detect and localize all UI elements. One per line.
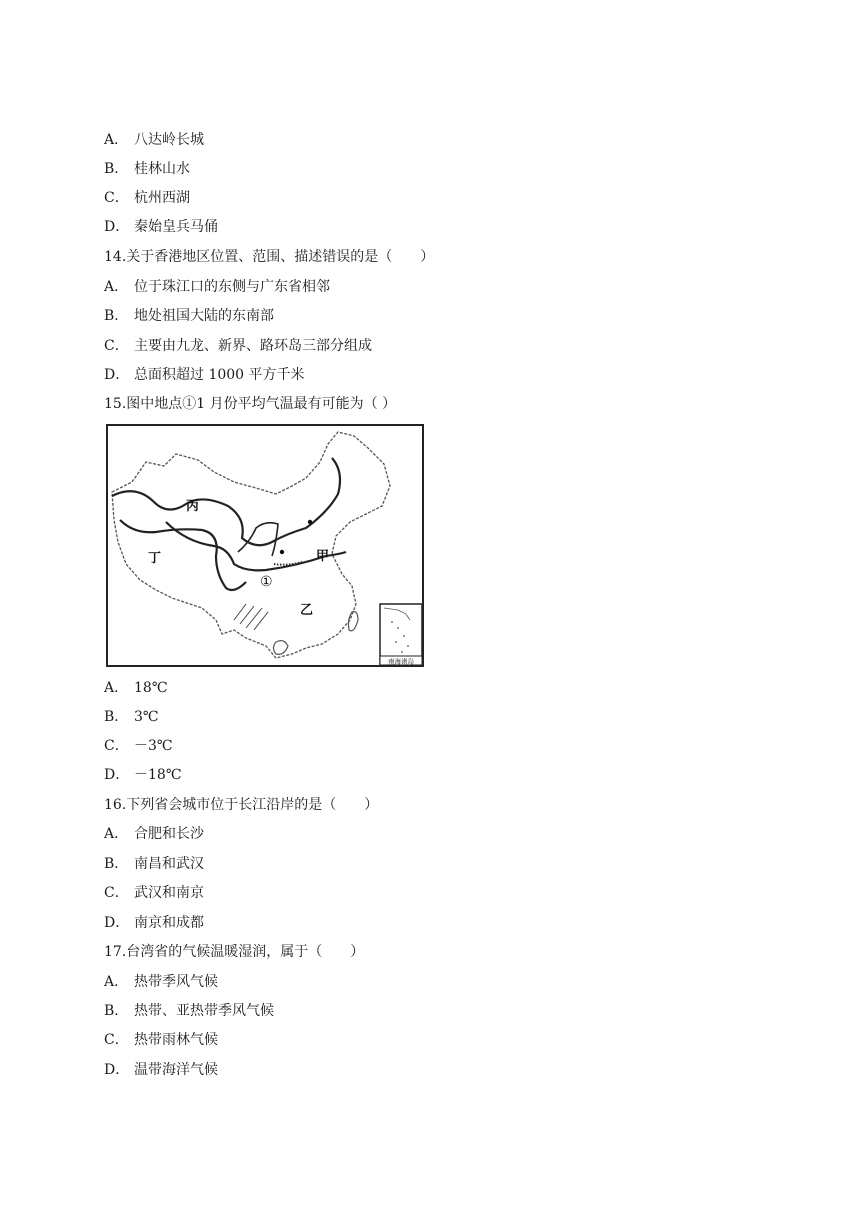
option-text: 八达岭长城 <box>134 132 204 148</box>
option-letter: A． <box>104 974 129 990</box>
point-1-label: ① <box>260 574 273 590</box>
region-label-ding: 丁 <box>148 551 162 566</box>
option-c[interactable] <box>104 189 190 207</box>
option-a[interactable] <box>104 825 204 843</box>
question-17: 17.台湾省的气候温暖湿润，属于（ ） <box>104 944 365 960</box>
option-a[interactable] <box>104 131 204 149</box>
option-text: 18℃ <box>134 680 168 696</box>
option-letter: A． <box>104 680 129 696</box>
city-dot <box>308 520 312 524</box>
option-text: 温带海洋气候 <box>134 1062 218 1078</box>
option-letter: B． <box>104 709 129 725</box>
option-b[interactable] <box>104 1002 274 1020</box>
option-b[interactable] <box>104 708 159 726</box>
option-d[interactable] <box>104 1061 218 1079</box>
option-letter: D． <box>104 1062 130 1078</box>
option-text: 南京和成都 <box>134 915 204 931</box>
option-c[interactable] <box>104 737 173 755</box>
option-d[interactable] <box>104 218 218 236</box>
inset-caption: 南海诸岛 <box>388 657 414 666</box>
option-letter: C． <box>104 738 129 754</box>
option-d[interactable] <box>104 914 204 932</box>
option-letter: A． <box>104 826 129 842</box>
city-dot <box>280 550 284 554</box>
option-letter: C． <box>104 338 129 354</box>
option-text: 秦始皇兵马俑 <box>134 219 218 235</box>
option-text: 热带季风气候 <box>134 974 218 990</box>
option-text: 合肥和长沙 <box>134 826 204 842</box>
option-text: 热带、亚热带季风气候 <box>134 1003 274 1019</box>
option-letter: C． <box>104 190 129 206</box>
option-text: 南昌和武汉 <box>134 856 204 872</box>
option-text: 热带雨林气候 <box>134 1032 218 1048</box>
option-a[interactable] <box>104 278 330 296</box>
option-letter: D． <box>104 367 130 383</box>
option-letter: C． <box>104 1032 129 1048</box>
option-letter: B． <box>104 161 129 177</box>
question-14: 14.关于香港地区位置、范围、描述错误的是（ ） <box>104 249 435 265</box>
region-label-jia: 甲 <box>316 549 330 564</box>
option-c[interactable] <box>104 884 204 902</box>
option-letter: B． <box>104 1003 129 1019</box>
question-16: 16.下列省会城市位于长江沿岸的是（ ） <box>104 797 379 813</box>
option-text: 3℃ <box>134 709 159 725</box>
option-text: 总面积超过 1000 平方千米 <box>134 367 305 383</box>
option-letter: A． <box>104 279 129 295</box>
option-c[interactable] <box>104 337 372 355</box>
china-map-figure <box>106 424 424 667</box>
option-b[interactable] <box>104 855 204 873</box>
option-text: 主要由九龙、新界、路环岛三部分组成 <box>134 338 372 354</box>
option-a[interactable] <box>104 679 167 697</box>
option-d[interactable] <box>104 766 181 784</box>
option-text: 杭州西湖 <box>134 190 190 206</box>
region-label-yi: 乙 <box>300 603 314 618</box>
option-a[interactable] <box>104 973 218 991</box>
option-text: －18℃ <box>134 767 182 783</box>
option-letter: D． <box>104 767 130 783</box>
option-b[interactable] <box>104 160 190 178</box>
option-text: 桂林山水 <box>134 161 190 177</box>
option-letter: C． <box>104 885 129 901</box>
option-letter: B． <box>104 856 129 872</box>
option-c[interactable] <box>104 1031 218 1049</box>
option-text: 位于珠江口的东侧与广东省相邻 <box>134 279 330 295</box>
option-b[interactable] <box>104 307 274 325</box>
option-text: －3℃ <box>134 738 173 754</box>
question-15: 15.图中地点①1 月份平均气温最有可能为（ ） <box>104 396 397 412</box>
option-text: 武汉和南京 <box>134 885 204 901</box>
region-label-bing: 丙 <box>186 499 200 514</box>
option-letter: B． <box>104 308 129 324</box>
option-letter: D． <box>104 915 130 931</box>
option-letter: A． <box>104 132 129 148</box>
option-d[interactable] <box>104 366 305 384</box>
option-text: 地处祖国大陆的东南部 <box>134 308 274 324</box>
option-letter: D． <box>104 219 130 235</box>
